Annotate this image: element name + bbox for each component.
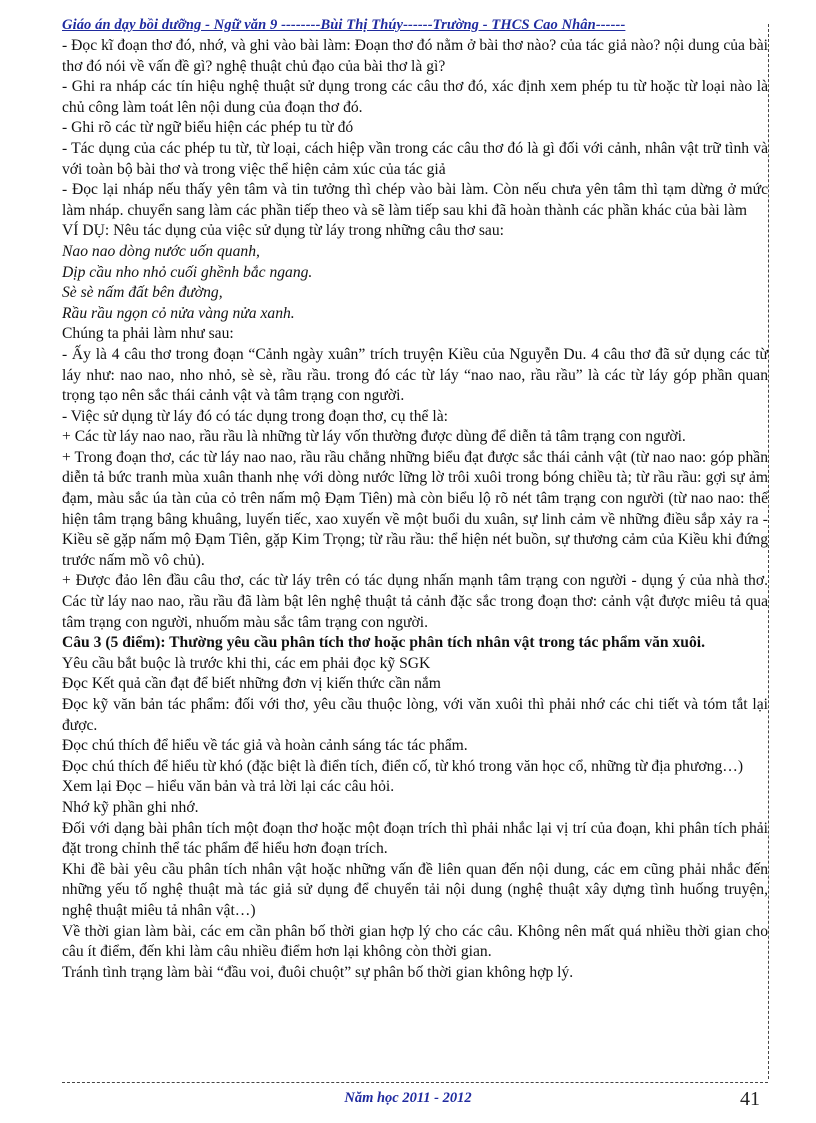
paragraph: - Việc sử dụng từ láy đó có tác dụng trong đoạn thơ, cụ thể là: [62,407,448,425]
paragraph: Đọc chú thích để hiểu về tác giả và hoàn cảnh sáng tác tác phẩm. [62,737,468,755]
page-footer: Năm học 2011 - 2012 [344,1090,472,1106]
paragraph: - Đọc kĩ đoạn thơ đó, nhớ, và ghi vào bài làm: Đoạn thơ đó nằm ở bài thơ nào? của tác giả nào? nội dung của bài thơ đó nói về vấn đề gì? nghệ thuật chủ đạo của bài thơ là gì? [62,37,768,75]
paragraph: Khi đề bài yêu cầu phân tích nhân vật hoặc những vấn đề liên quan đến nội dung, các em cũng phải nhắc đến những yếu tố nghệ thuật mà tác giả sử dụng để chuyển tải nội dung (nghệ thuật xây dựng tình huống truyện, nghệ thuật miêu tả nhân vật…) [62,860,768,919]
paragraph: + Các từ láy nao nao, rầu rầu là những từ láy vốn thường được dùng để diễn tả tâm trạng con người. [62,428,686,446]
verse-line: Sè sè nấm đất bên đường, [62,284,223,302]
paragraph: Đọc kỹ văn bản tác phẩm: đối với thơ, yêu cầu thuộc lòng, với văn xuôi thì phải nhớ các chi tiết và tóm tắt lại được. [62,696,768,734]
paragraph: Đối với dạng bài phân tích một đoạn thơ hoặc một đoạn trích thì phải nhắc lại vị trí của đoạn, khi phân tích phải đặt trong chỉnh thể tác phẩm để hiểu hơn đoạn trích. [62,819,768,858]
paragraph: Tránh tình trạng làm bài “đầu voi, đuôi chuột” sự phân bố thời gian không hợp lý. [62,963,574,981]
bottom-border-line [62,1082,768,1083]
paragraph: Xem lại Đọc – hiểu văn bản và trả lời lại các câu hỏi. [62,778,395,796]
verse-line: Dịp cầu nho nhỏ cuối ghềnh bắc ngang. [62,263,313,281]
paragraph: Chúng ta phải làm như sau: [62,325,234,343]
paragraph: + Trong đoạn thơ, các từ láy nao nao, rầu rầu chẳng những biểu đạt được sắc thái cảnh vật (từ nao nao: góp phần diễn tả bức tranh mùa xuân thanh nhẹ với dòng nước lững lờ trôi xuôi trong bóng chiều tà; từ rầu rầu: gợi sự ảm đạm, màu sắc úa tàn của cỏ trên nấm mộ Đạm Tiên) mà còn biểu lộ rõ nét tâm trạng con người (từ nao nao: thể hiện tâm trạng bâng khuâng, luyến tiếc, xao xuyến về một buổi du xuân, sự linh cảm về những điều sắp xảy ra - Kiều sẽ gặp nấm mộ Đạm Tiên, gặp Kim Trọng; từ rầu rầu: thể hiện nét buồn, sự thương cảm của Kiều khi đứng trước nấm mồ vô chủ). [62,448,768,569]
right-border-line [768,24,769,1079]
verse-line: Nao nao dòng nước uốn quanh, [62,242,260,260]
paragraph: Về thời gian làm bài, các em cần phân bố thời gian hợp lý cho các câu. Không nên mất quá nhiều thời gian cho câu ít điểm, đến khi làm câu nhiều điểm hơn lại không còn thời gian. [62,922,768,961]
paragraph: - Đọc lại nháp nếu thấy yên tâm và tin tưởng thì chép vào bài làm. Còn nếu chưa yên tâm thì tạm dừng ở mức làm nháp. chuyển sang làm các phần tiếp theo và sẽ làm tiếp sau khi đã hoàn thành các phần khác của bài làm [62,181,768,219]
paragraph: + Được đảo lên đầu câu thơ, các từ láy trên có tác dụng nhấn mạnh tâm trạng con người - dụng ý của nhà thơ. Các từ láy nao nao, rầu rầu đã làm bật lên nghệ thuật tả cảnh đặc sắc trong đoạn thơ: cảnh vật được miêu tả qua tâm trạng con người, nhuốm màu sắc tâm trạng con người. [62,572,768,631]
document-body [62,36,768,983]
paragraph: - Ghi ra nháp các tín hiệu nghệ thuật sử dụng trong các câu thơ đó, xác định xem phép tu từ hoặc từ loại nào là chủ công làm toát lên nội dung của đoạn thơ đó. [62,78,768,116]
paragraph: Đọc chú thích để hiểu từ khó (đặc biệt là điển tích, điển cố, từ khó trong văn học cổ, những từ địa phương…) [62,757,744,775]
page-header: Giáo án dạy bồi dưỡng - Ngữ văn 9 --------Bùi Thị Thúy------Trường - THCS Cao Nhân------ [62,17,626,33]
paragraph: Đọc Kết quả cần đạt để biết những đơn vị kiến thức cần nắm [62,675,441,693]
paragraph: - Tác dụng của các phép tu từ, từ loại, cách hiệp vần trong các câu thơ đó là gì đối với cảnh, nhân vật trữ tình và với toàn bộ bài thơ và trong việc thể hiện cảm xúc của tác giả [62,139,768,178]
paragraph: Nhớ kỹ phần ghi nhớ. [62,798,199,816]
verse-line: Rầu rầu ngọn cỏ nửa vàng nửa xanh. [62,304,295,322]
paragraph: - Ấy là 4 câu thơ trong đoạn “Cảnh ngày xuân” trích truyện Kiều của Nguyễn Du. 4 câu thơ đã sử dụng các từ láy như: nao nao, nho nhỏ, sè sè, rầu rầu. trong đó các từ láy “nao nao, rầu rầu” là các từ láy góp phần quan trọng tạo nên sắc thái cảnh vật và tâm trạng con người. [62,345,768,405]
paragraph: - Ghi rõ các từ ngữ biểu hiện các phép tu từ đó [62,119,354,137]
page [62,14,772,1107]
section-heading: Câu 3 (5 điểm): Thường yêu cầu phân tích thơ hoặc phân tích nhân vật trong tác phẩm văn xuôi. [62,634,705,652]
page-number: 41 [740,1088,760,1110]
paragraph: Yêu cầu bắt buộc là trước khi thi, các em phải đọc kỹ SGK [62,654,431,672]
paragraph: VÍ DỤ: Nêu tác dụng của việc sử dụng từ láy trong những câu thơ sau: [62,222,504,240]
